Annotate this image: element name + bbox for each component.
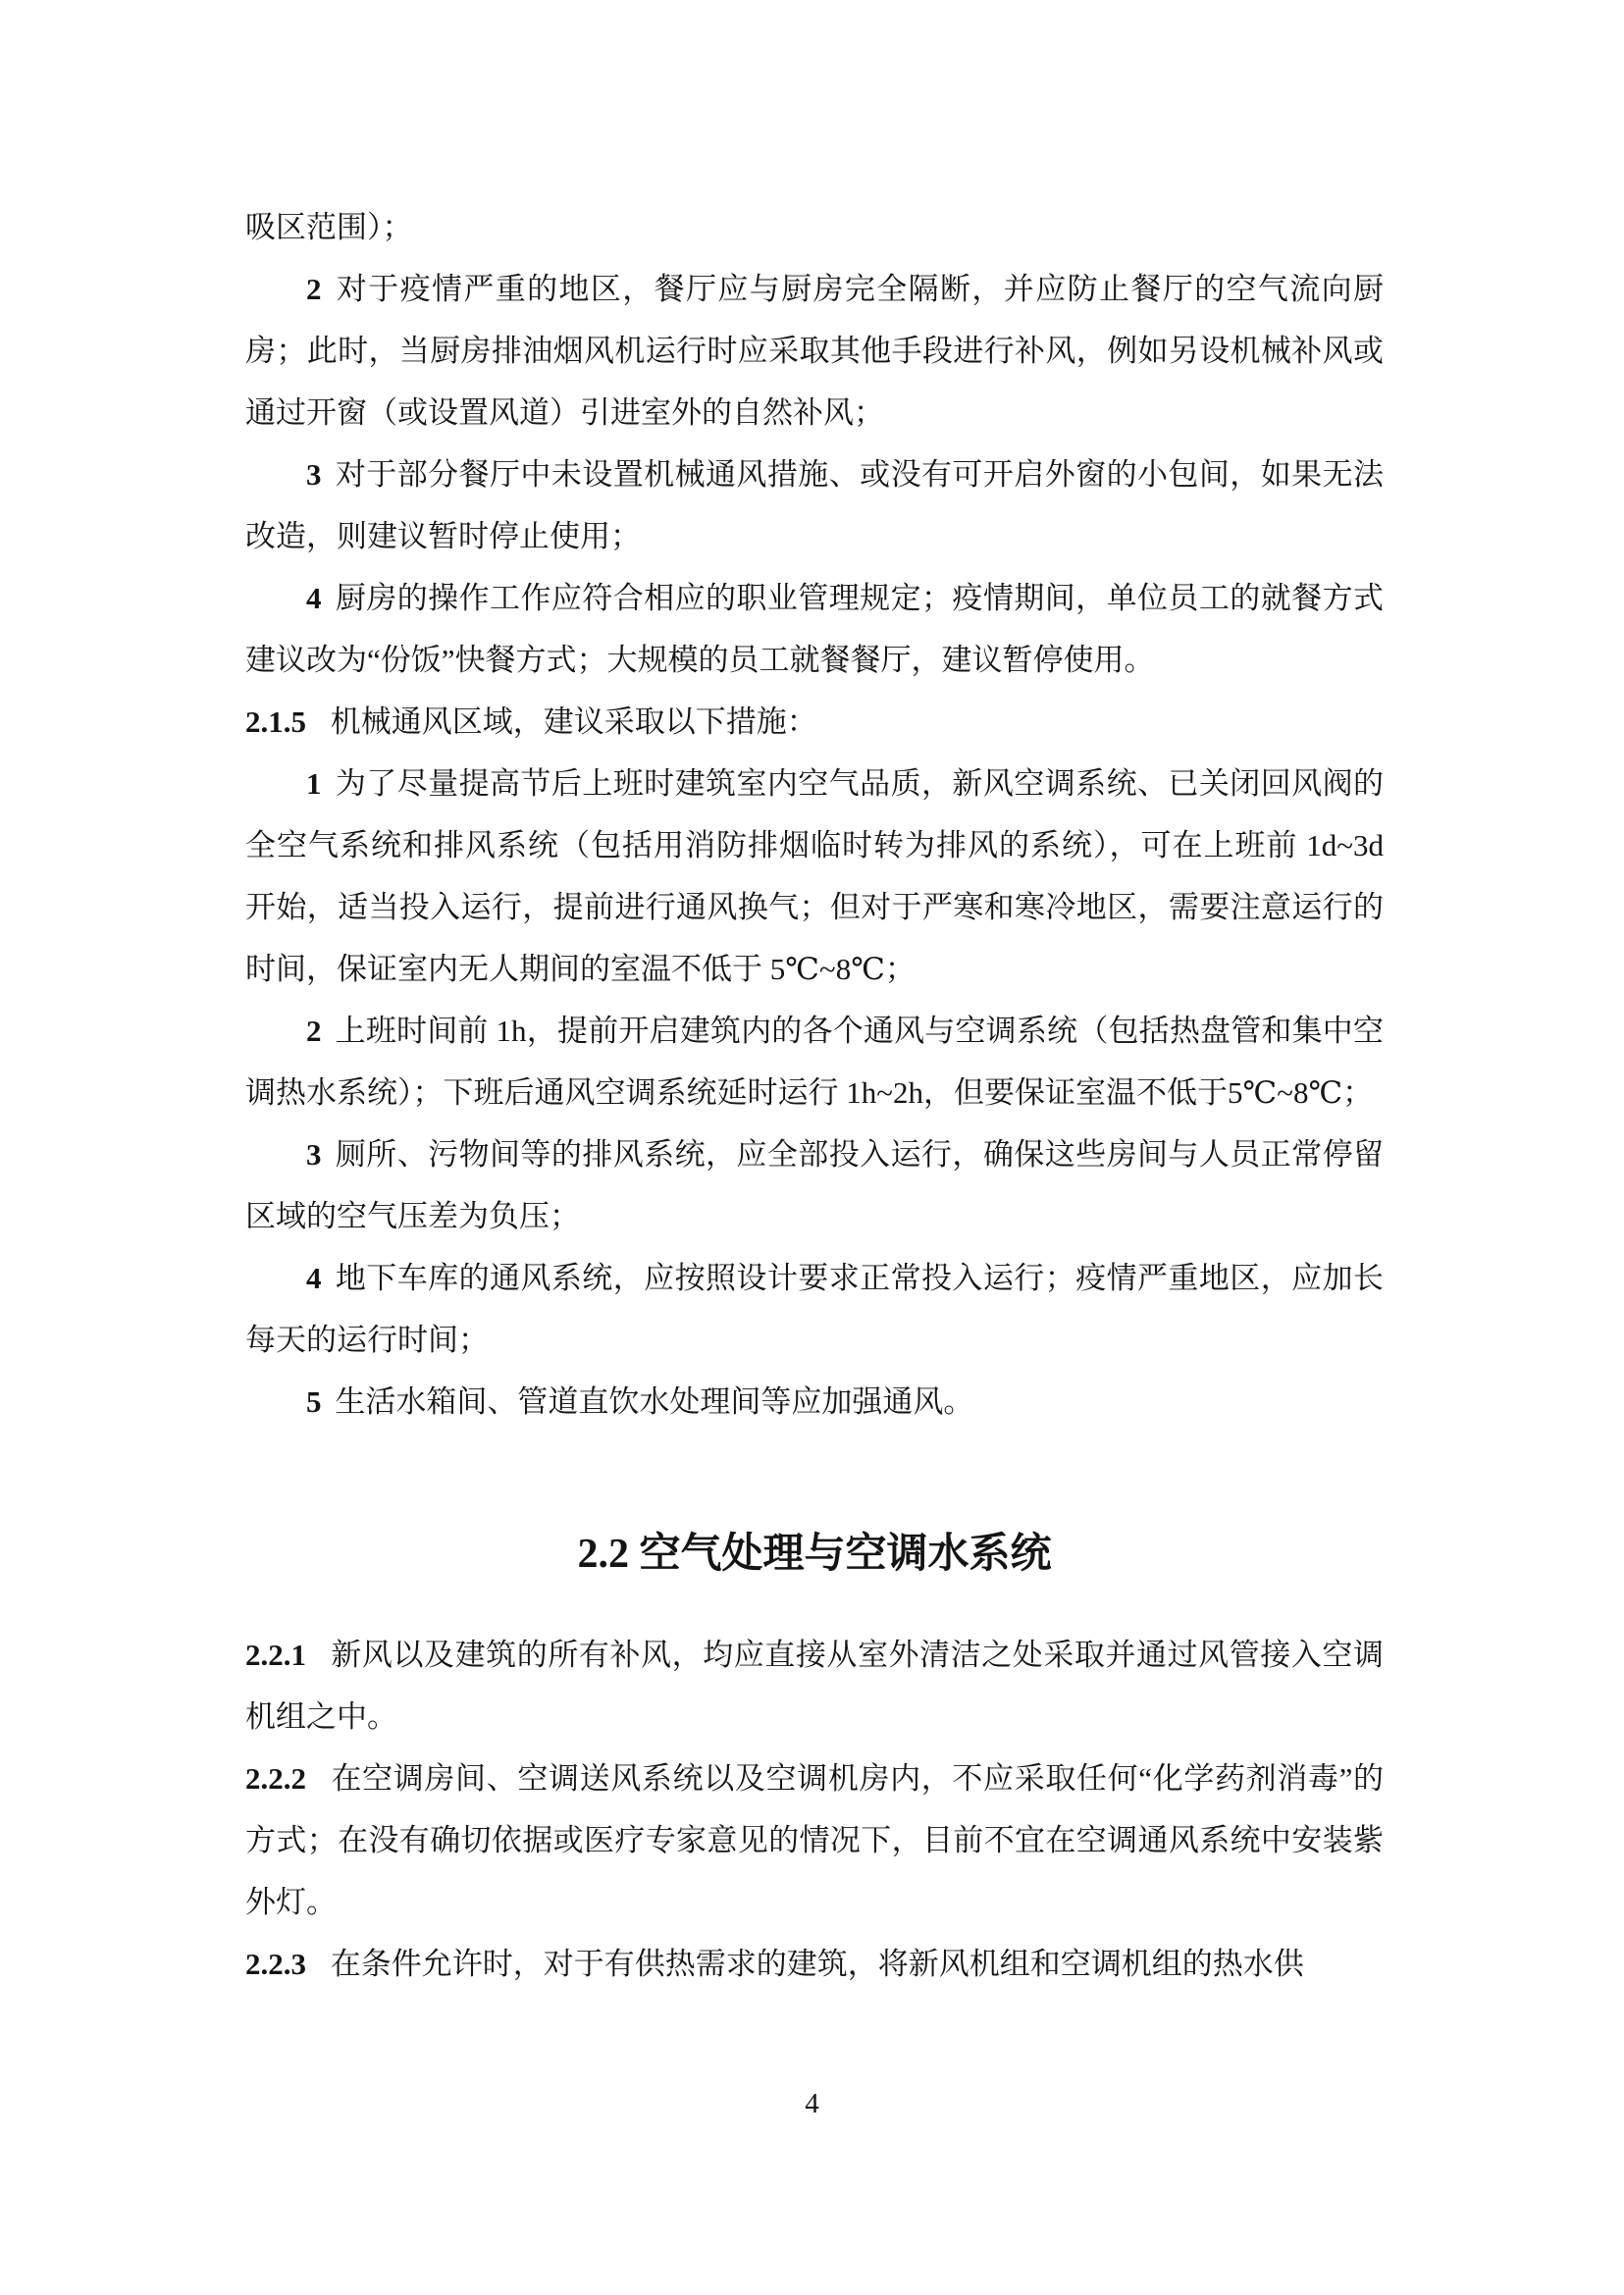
paragraph-item bbox=[245, 1247, 1384, 1371]
paragraph-text: 对于疫情严重的地区，餐厅应与厨房完全隔断，并应防止餐厅的空气流向厨房；此时，当厨房排油烟风机运行时应采取其他手段进行补风，例如另设机械补风或通过开窗（或设置风道）引进室外的自然补风； bbox=[245, 272, 1384, 430]
clause-number: 2.2.3 bbox=[245, 1947, 306, 1981]
paragraph-item bbox=[245, 567, 1384, 691]
item-number: 3 bbox=[306, 457, 322, 492]
paragraph-item bbox=[245, 443, 1384, 567]
clause-number: 2.2.2 bbox=[245, 1761, 306, 1796]
paragraph-clause bbox=[245, 1624, 1384, 1747]
paragraph-item bbox=[245, 753, 1384, 1000]
section-heading: 2.2 空气处理与空调水系统 bbox=[577, 1532, 1052, 1577]
clause-number: 2.2.1 bbox=[245, 1638, 306, 1672]
paragraph-text: 在条件允许时，对于有供热需求的建筑，将新风机组和空调机组的热水供 bbox=[330, 1947, 1304, 1981]
paragraph-clause bbox=[245, 1747, 1384, 1933]
paragraph-text: 厕所、污物间等的排风系统，应全部投入运行，确保这些房间与人员正常停留区域的空气压差为负压； bbox=[245, 1137, 1384, 1233]
paragraph-continuation bbox=[245, 196, 1384, 258]
document-body bbox=[245, 196, 1384, 1995]
paragraph-text: 为了尽量提高节后上班时建筑室内空气品质，新风空调系统、已关闭回风阀的全空气系统和排风系统（包括用消防排烟临时转为排风的系统），可在上班前 1d~3d 开始，适当投入运行，提前进行通风换气；但对于严寒和寒冷地区，需要注意运行的时间，保证室内无人期间的室温不低于 5℃~8℃； bbox=[245, 766, 1384, 986]
paragraph-text: 在空调房间、空调送风系统以及空调机房内，不应采取任何“化学药剂消毒”的方式；在没有确切依据或医疗专家意见的情况下，目前不宜在空调通风系统中安装紫外灯。 bbox=[245, 1761, 1384, 1919]
paragraph-clause bbox=[245, 691, 1384, 753]
paragraph-item bbox=[245, 258, 1384, 443]
item-number: 2 bbox=[306, 1014, 322, 1048]
paragraph-text: 厨房的操作工作应符合相应的职业管理规定；疫情期间，单位员工的就餐方式建议改为“份饭”快餐方式；大规模的员工就餐餐厅，建议暂停使用。 bbox=[245, 581, 1384, 677]
paragraph-text: 地下车库的通风系统，应按照设计要求正常投入运行；疫情严重地区，应加长每天的运行时间； bbox=[245, 1261, 1384, 1357]
paragraph-text: 对于部分餐厅中未设置机械通风措施、或没有可开启外窗的小包间，如果无法改造，则建议暂时停止使用； bbox=[245, 457, 1384, 553]
paragraph-clause bbox=[245, 1933, 1384, 1995]
paragraph-item bbox=[245, 1123, 1384, 1247]
item-number: 1 bbox=[306, 766, 322, 801]
clause-number: 2.1.5 bbox=[245, 704, 306, 739]
paragraph-item bbox=[245, 1371, 1384, 1433]
item-number: 4 bbox=[306, 1261, 322, 1295]
item-number: 5 bbox=[306, 1384, 322, 1419]
paragraph-text: 新风以及建筑的所有补风，均应直接从室外清洁之处采取并通过风管接入空调机组之中。 bbox=[245, 1638, 1384, 1734]
paragraph-text: 上班时间前 1h，提前开启建筑内的各个通风与空调系统（包括热盘管和集中空调热水系统）；下班后通风空调系统延时运行 1h~2h，但要保证室温不低于5℃~8℃； bbox=[245, 1014, 1384, 1110]
paragraph-text: 机械通风区域，建议采取以下措施： bbox=[330, 704, 817, 739]
item-number: 4 bbox=[306, 581, 322, 615]
item-number: 2 bbox=[306, 272, 322, 306]
item-number: 3 bbox=[306, 1137, 322, 1172]
paragraph-item bbox=[245, 1000, 1384, 1123]
page-number: 4 bbox=[805, 2088, 819, 2119]
paragraph-text: 吸区范围）； bbox=[245, 210, 413, 244]
paragraph-text: 生活水箱间、管道直饮水处理间等应加强通风。 bbox=[335, 1384, 974, 1419]
